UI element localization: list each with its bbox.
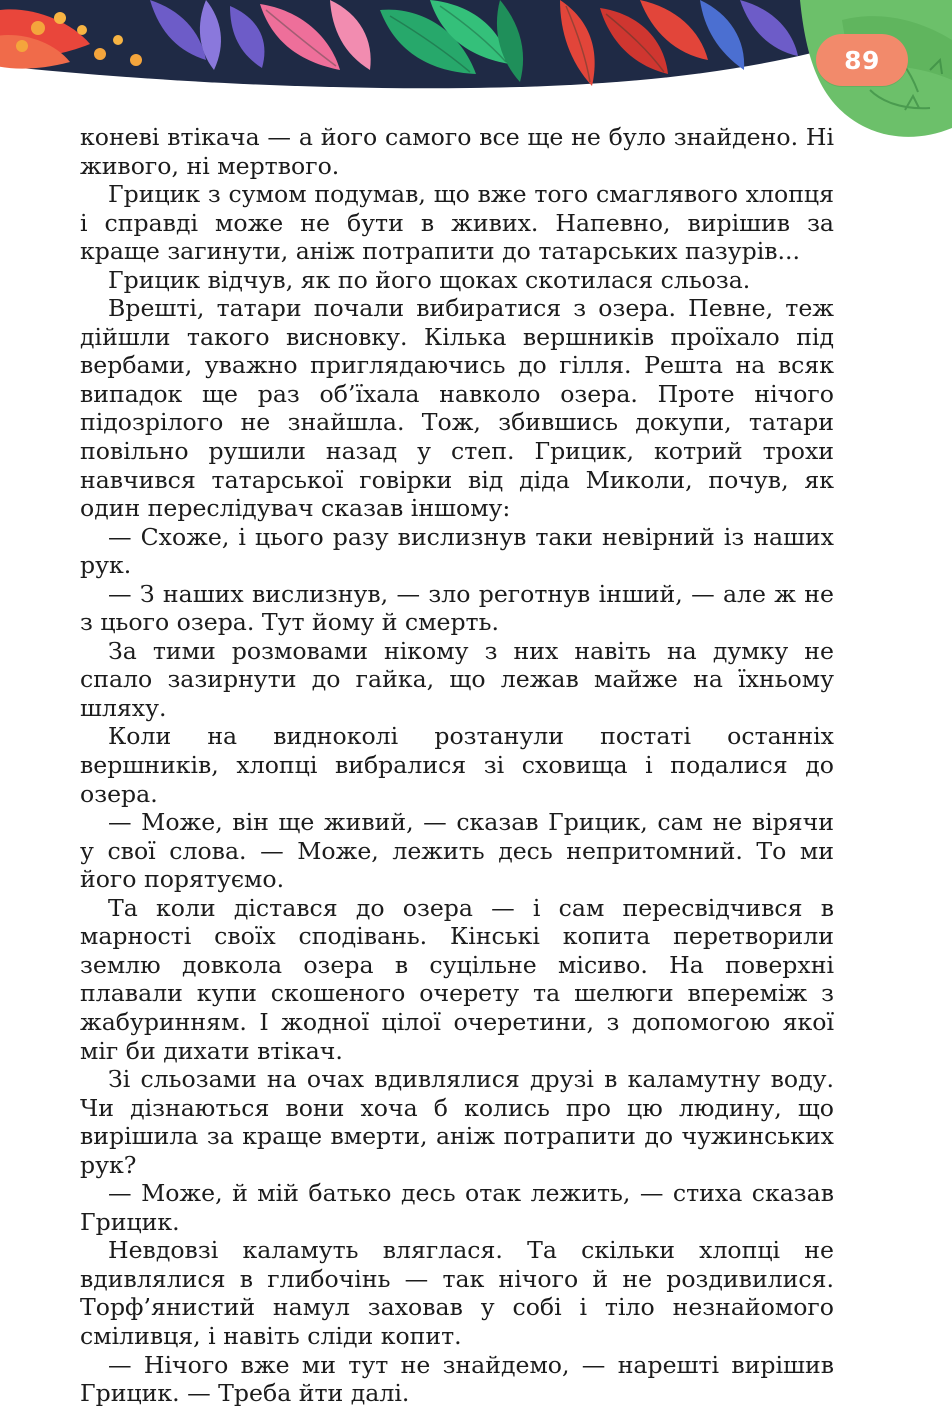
paragraph: Коли на видноколі розтанули постаті останніх вершників, хлопці вибралися зі сховища і подалися до озера.	[80, 722, 834, 808]
dialogue-line: — Схоже, і цього разу вислизнув таки невірний із наших рук.	[80, 522, 834, 580]
paragraph: Невдовзі каламуть вляглася. Та скільки хлопці не вдивлялися в глибочінь — так нічого й не роздивилися. Торф’янистий намул заховав у собі і тіло незнайомого сміливця, і навіть сліди копит.	[80, 1236, 834, 1350]
paragraph: Грицик відчув, як по його щоках скотилася сльоза.	[108, 265, 751, 294]
paragraph: коневі втікача — а його самого все ще не було знайдено. Ні живого, ні мертвого.	[80, 123, 834, 180]
paragraph: Грицик з сумом подумав, що вже того смаглявого хлопця і справді може не бути в живих. Напевно, вирішив за краще загинути, аніж потрапити до татарських пазурів...	[80, 180, 834, 266]
paragraph: Та коли дістався до озера — і сам пересвідчився в марності своїх сподівань. Кінські копита перетворили землю довкола озера в суцільне місиво. На поверхні плавали купи скошеного очерету та шелюги впереміж з жабуринням. І жодної цілої очеретини, з допомогою якої міг би дихати втікач.	[80, 893, 834, 1065]
page-body-text	[80, 123, 834, 1408]
dialogue-line: — З наших вислизнув, — зло реготнув інший, — але ж не з цього озера. Тут йому й смерть.	[80, 579, 834, 637]
dialogue-line: — Може, він ще живий, — сказав Грицик, сам не вірячи у свої слова. — Може, лежить десь непритомний. То ми його порятуємо.	[80, 808, 834, 894]
paragraph: За тими розмовами нікому з них навіть на думку не спало зазирнути до гайка, що лежав майже на їхньому шляху.	[80, 636, 834, 722]
paragraph: Врешті, татари почали вибиратися з озера. Певне, теж дійшли такого висновку. Кілька вершників проїхало під вербами, уважно приглядаючись до гілля. Решта на всяк випадок ще раз об’їхала навколо озера. Проте нічого підозрілого не знайшла. Тож, збившись докупи, татари повільно рушили назад у степ. Грицик, котрий трохи навчився татарської говірки від діда Миколи, почув, як один переслідувач сказав іншому:	[80, 294, 834, 523]
dialogue-line: — Нічого вже ми тут не знайдемо, — нарешті вирішив Грицик. — Треба йти далі.	[80, 1350, 834, 1408]
page-number-badge	[816, 34, 908, 86]
page-number: 89	[844, 45, 880, 75]
dialogue-line: — Може, й мій батько десь отак лежить, — стиха сказав Грицик.	[80, 1179, 834, 1236]
paragraph: Зі сльозами на очах вдивлялися друзі в каламутну воду. Чи дізнаються вони хоча б колись про цю людину, що вирішила за краще вмерти, аніж потрапити до чужинських рук?	[80, 1065, 834, 1179]
